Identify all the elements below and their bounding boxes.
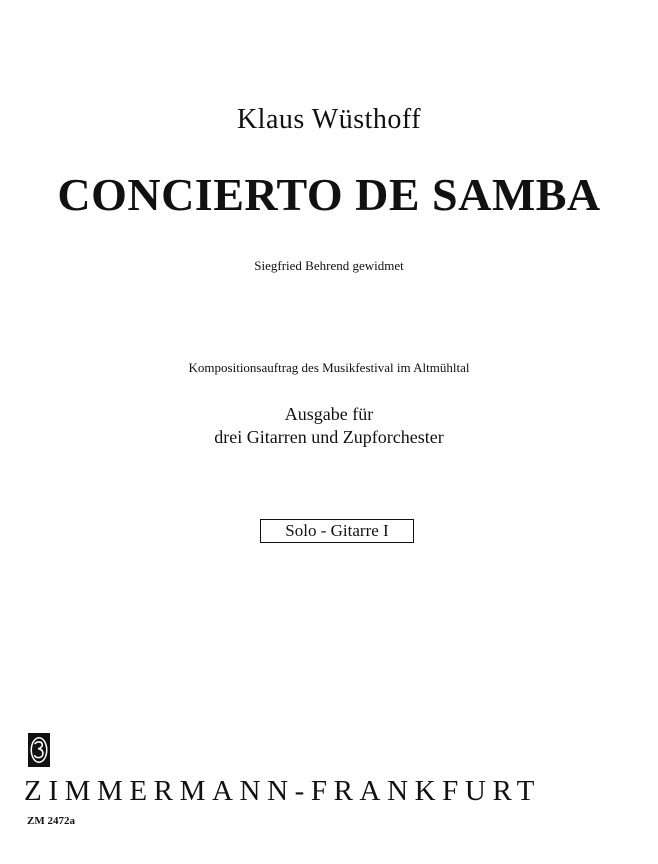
edition-line-2: drei Gitarren und Zupforchester: [214, 427, 444, 447]
commission-note: Kompositionsauftrag des Musikfestival im Altmühltal: [188, 360, 470, 375]
part-label: Solo - Gitarre I: [285, 521, 389, 540]
publisher-logo-svg: [28, 733, 50, 767]
publisher-logo-icon: [28, 733, 50, 767]
composer-name: Klaus Wüsthoff: [236, 104, 422, 135]
part-label-box: [260, 519, 414, 543]
publisher-name: ZIMMERMANN-FRANKFURT: [24, 775, 541, 807]
work-title: CONCIERTO DE SAMBA: [57, 169, 601, 220]
dedication: Siegfried Behrend gewidmet: [254, 258, 404, 273]
edition-line-1: Ausgabe für: [284, 404, 374, 424]
catalog-number: ZM 2472a: [27, 815, 75, 827]
